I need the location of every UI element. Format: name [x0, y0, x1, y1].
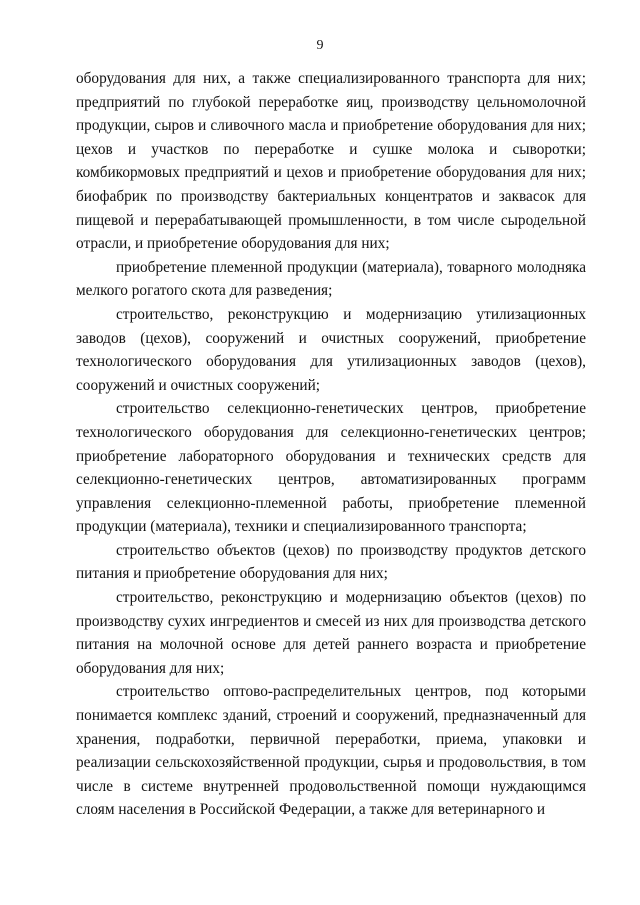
paragraph-distribution-centers: строительство оптово-распределительных центров, под которыми понимается комплекс зданий, строений и сооружений, предназначенный для хранения, подработки, первичной переработки, приема, упаковки и реализации сельскохозяйственной продукции, сырья и продовольствия, в том числе в системе внутренней продовольственной помощи нуждающимся слоям населения в Российской Федерации, а также для ветеринарного и [76, 683, 586, 819]
paragraph-genetic-centers: строительство селекционно-генетических центров, приобретение технологического оборудования для селекционно-генетических центров; приобретение лабораторного оборудования и технических средств для селекционно-генетических центров, автоматизированных программ управления селекционно-племенной работы, приобретение племенной продукции (материала), техники и специализированного транспорта; [76, 400, 586, 536]
paragraph-breeding-stock: приобретение племенной продукции (материала), товарного молодняка мелкого рогатого скота для разведения; [76, 258, 586, 300]
paragraph-utilization-plants: строительство, реконструкцию и модернизацию утилизационных заводов (цехов), сооружений и очистных сооружений, приобретение технологического оборудования для утилизационных заводов (цехов), сооружений и очистных сооружений; [76, 305, 586, 394]
paragraph-baby-food: строительство объектов (цехов) по производству продуктов детского питания и приобретение оборудования для них; [76, 541, 586, 583]
page-number: 9 [316, 38, 324, 53]
paragraph-continuation: оборудования для них, а также специализированного транспорта для них; предприятий по глубокой переработке яиц, производству цельномолочной продукции, сыров и сливочного масла и приобретение оборудования для них; цехов и участков по переработке и сушке молока и сыворотки; комбикормовых предприятий и цехов и приобретение оборудования для них; биофабрик по производству бактериальных концентратов и заквасок для пищевой и перерабатывающей промышленности, в том числе сыродельной отрасли, и приобретение оборудования для них; [76, 70, 586, 253]
document-body [76, 67, 586, 822]
paragraph-dry-ingredients: строительство, реконструкцию и модернизацию объектов (цехов) по производству сухих ингредиентов и смесей из них для производства детского питания на молочной основе для детей раннего возраста и приобретение оборудования для них; [76, 589, 586, 677]
